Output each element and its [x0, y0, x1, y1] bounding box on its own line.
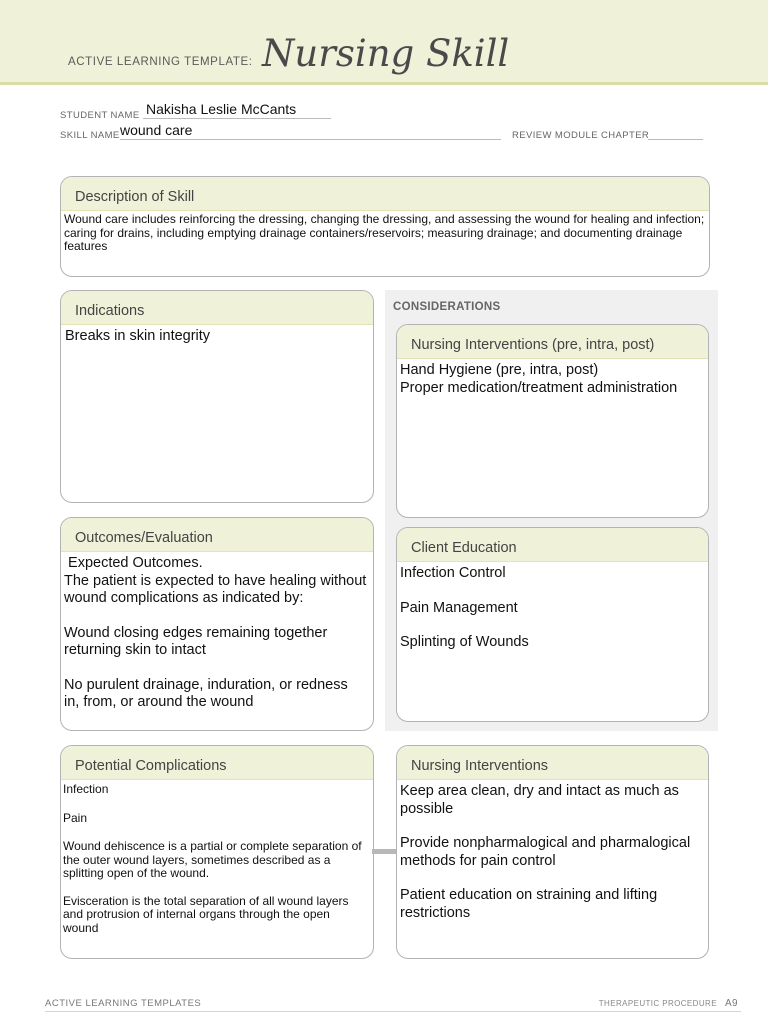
- client-education-heading: Client Education: [397, 528, 708, 562]
- footer-divider: [45, 1011, 741, 1012]
- complication-item: Wound dehiscence is a partial or complete separation of the outer wound layers, sometimes described as a splitting open of the wound.: [63, 839, 362, 880]
- skill-name-underline: [120, 139, 501, 140]
- footer-right-label: [599, 998, 738, 1009]
- template-label: ACTIVE LEARNING TEMPLATE:: [68, 56, 253, 68]
- intervention-item: Proper medication/treatment administration: [400, 379, 678, 396]
- footer-left-label: ACTIVE LEARNING TEMPLATES: [45, 998, 202, 1009]
- description-box: [60, 176, 710, 277]
- indications-box: [60, 290, 374, 503]
- outcomes-paragraph: Expected Outcomes. The patient is expected to have healing without wound complications as indicated by:: [64, 555, 367, 606]
- education-item: Splinting of Wounds: [400, 634, 529, 650]
- review-chapter-field[interactable]: [648, 139, 703, 140]
- skill-name-field[interactable]: wound care: [120, 122, 193, 138]
- nursing-interventions-heading: Nursing Interventions: [397, 746, 708, 780]
- header-banner: [0, 0, 768, 85]
- outcomes-paragraph: No purulent drainage, induration, or redness in, from, or around the wound: [64, 676, 348, 710]
- box-connector: [372, 849, 397, 854]
- review-chapter-label: REVIEW MODULE CHAPTER: [512, 130, 650, 141]
- page-number: A9: [724, 998, 738, 1009]
- outcomes-box: [60, 517, 374, 731]
- outcomes-heading: Outcomes/Evaluation: [61, 518, 373, 552]
- student-name-label: STUDENT NAME: [60, 110, 140, 121]
- nursing-interventions-pip-heading: Nursing Interventions (pre, intra, post): [397, 325, 708, 359]
- complication-item: Evisceration is the total separation of all wound layers and protrusion of internal organs through the open wound: [63, 893, 349, 935]
- description-heading: Description of Skill: [61, 177, 709, 211]
- considerations-heading: CONSIDERATIONS: [393, 301, 501, 313]
- description-text: Wound care includes reinforcing the dressing, changing the dressing, and assessing the wound for healing and infection; caring for drains, including emptying drainage containers/reservoirs; measuring drainage; and documenting drainage features: [64, 212, 705, 253]
- education-item: Infection Control: [400, 565, 506, 581]
- skill-name-label: SKILL NAME: [60, 130, 120, 141]
- nursing-interventions-box: [396, 745, 709, 959]
- nursing-interventions-pip-box: [396, 324, 709, 518]
- outcomes-paragraph: Wound closing edges remaining together returning skin to intact: [64, 624, 328, 658]
- indications-item: Breaks in skin integrity: [65, 328, 211, 344]
- nursing-intervention-item: Provide nonpharmalogical and pharmalogical methods for pain control: [400, 835, 691, 869]
- nursing-intervention-item: Patient education on straining and lifting restrictions: [400, 887, 658, 921]
- complications-box: [60, 745, 374, 959]
- page-title: Nursing Skill: [262, 32, 510, 75]
- client-education-box: [396, 527, 709, 722]
- student-name-field[interactable]: Nakisha Leslie McCants: [146, 101, 297, 117]
- intervention-item: Hand Hygiene (pre, intra, post): [400, 362, 599, 378]
- nursing-intervention-item: Keep area clean, dry and intact as much as possible: [400, 783, 679, 817]
- student-name-underline: [143, 118, 331, 119]
- indications-heading: Indications: [61, 291, 373, 325]
- education-item: Pain Management: [400, 599, 518, 616]
- footer-section: THERAPEUTIC PROCEDURE: [598, 999, 717, 1008]
- complications-heading: Potential Complications: [61, 746, 373, 780]
- complication-item: Pain: [63, 810, 88, 825]
- complication-item: Infection: [63, 782, 109, 796]
